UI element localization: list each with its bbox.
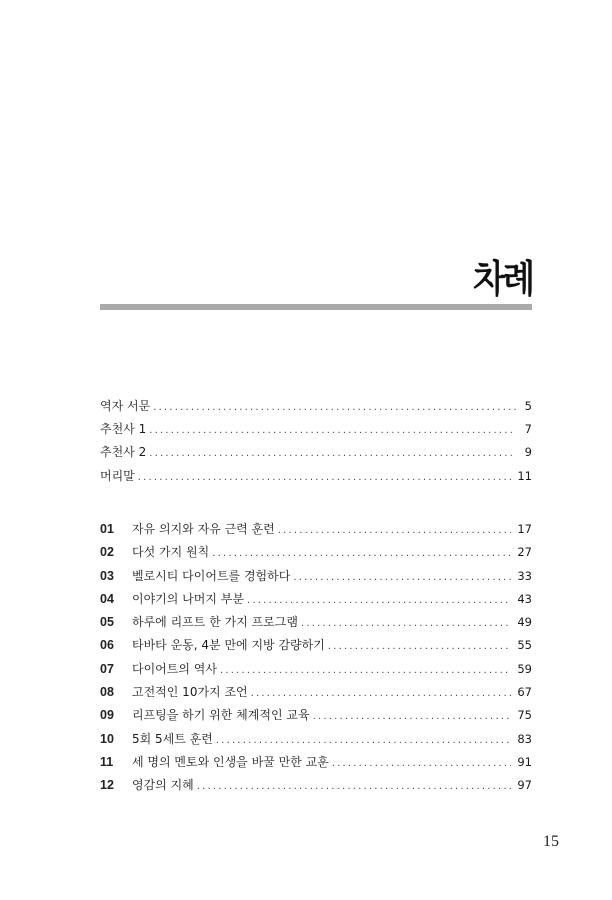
toc-page-number: 67 <box>517 685 532 700</box>
toc-page-number: 83 <box>517 731 532 746</box>
dot-leader <box>247 595 511 606</box>
toc-entry-label: 역자 서문 <box>100 399 151 413</box>
toc-page-number: 49 <box>517 615 532 630</box>
toc-entry-label: 영감의 지혜 <box>132 778 194 793</box>
toc-entry-front[interactable] <box>100 443 532 466</box>
toc-entry-label: 리프팅을 하기 위한 체계적인 교육 <box>132 708 310 723</box>
toc-page-number: 9 <box>524 445 532 460</box>
dot-leader <box>293 572 511 583</box>
front-matter-list <box>100 397 532 490</box>
chapter-number: 06 <box>100 638 114 653</box>
toc-entry-chapter[interactable] <box>100 730 532 753</box>
chapter-number: 03 <box>100 568 114 583</box>
chapter-list <box>100 520 532 800</box>
toc-page-number: 75 <box>517 708 532 723</box>
dot-leader <box>197 781 512 792</box>
toc-entry-front[interactable] <box>100 467 532 490</box>
toc-entry-label: 추천사 2 <box>100 445 147 460</box>
toc-page-number: 55 <box>517 638 532 653</box>
toc-page-number: 5 <box>524 399 532 413</box>
dot-leader <box>251 688 512 699</box>
toc-page-number: 27 <box>517 545 532 560</box>
toc-entry-label: 이야기의 나머지 부분 <box>132 591 244 606</box>
page-folio: 15 <box>543 833 559 850</box>
toc-page-number: 17 <box>517 522 532 536</box>
toc-entry-chapter[interactable] <box>100 660 532 683</box>
toc-entry-chapter[interactable] <box>100 683 532 706</box>
toc-entry-chapter[interactable] <box>100 613 532 636</box>
toc-entry-label: 추천사 1 <box>100 422 147 437</box>
dot-leader <box>212 548 511 559</box>
dot-leader <box>278 525 512 536</box>
chapter-number: 01 <box>100 522 114 536</box>
toc-entry-label: 다이어트의 역사 <box>132 661 217 676</box>
toc-page-number: 43 <box>517 591 532 606</box>
toc-page-number: 11 <box>517 468 532 483</box>
chapter-number: 12 <box>100 778 114 793</box>
toc-entry-label: 다섯 가지 원칙 <box>132 545 210 560</box>
chapter-number: 10 <box>100 731 114 746</box>
dot-leader <box>313 711 512 722</box>
toc-page-number: 7 <box>524 422 532 437</box>
dot-leader <box>153 402 516 413</box>
page-title: 차례 <box>472 257 532 301</box>
toc-entry-chapter[interactable] <box>100 706 532 729</box>
chapter-number: 08 <box>100 685 114 700</box>
toc-entry-chapter[interactable] <box>100 543 532 566</box>
chapter-number: 07 <box>100 661 114 676</box>
title-divider <box>100 304 532 310</box>
toc-entry-label: 자유 의지와 자유 근력 훈련 <box>132 522 275 536</box>
toc-entry-label: 머리말 <box>100 468 135 483</box>
toc-page-number: 97 <box>517 778 532 793</box>
dot-leader <box>149 448 516 459</box>
toc-page-number: 33 <box>517 568 532 583</box>
toc-page-number: 91 <box>517 754 532 769</box>
toc-entry-label: 고전적인 10가지 조언 <box>132 685 248 700</box>
dot-leader <box>332 758 512 769</box>
toc-entry-chapter[interactable] <box>100 567 532 590</box>
toc-entry-front[interactable] <box>100 397 532 420</box>
dot-leader <box>149 425 516 436</box>
chapter-number: 02 <box>100 545 114 560</box>
dot-leader <box>216 735 512 746</box>
toc-entry-label: 세 명의 멘토와 인생을 바꿀 만한 교훈 <box>132 754 329 769</box>
dot-leader <box>138 472 512 483</box>
toc-entry-label: 하루에 리프트 한 가지 프로그램 <box>132 615 298 630</box>
chapter-number: 05 <box>100 615 114 630</box>
dot-leader <box>328 641 512 652</box>
toc-entry-label: 5회 5세트 훈련 <box>132 731 213 746</box>
dot-leader <box>220 665 511 676</box>
toc-entry-chapter[interactable] <box>100 636 532 659</box>
chapter-number: 04 <box>100 591 114 606</box>
toc-entry-chapter[interactable] <box>100 520 532 543</box>
toc-page-number: 59 <box>517 661 532 676</box>
toc-entry-label: 타바타 운동, 4분 만에 지방 감량하기 <box>132 638 325 653</box>
toc-entry-chapter[interactable] <box>100 753 532 776</box>
toc-entry-chapter[interactable] <box>100 776 532 799</box>
dot-leader <box>301 618 511 629</box>
chapter-number: 09 <box>100 708 114 723</box>
toc-entry-label: 벨로시티 다이어트를 경험하다 <box>132 568 291 583</box>
toc-entry-front[interactable] <box>100 420 532 443</box>
toc-entry-chapter[interactable] <box>100 590 532 613</box>
chapter-number: 11 <box>100 754 114 769</box>
